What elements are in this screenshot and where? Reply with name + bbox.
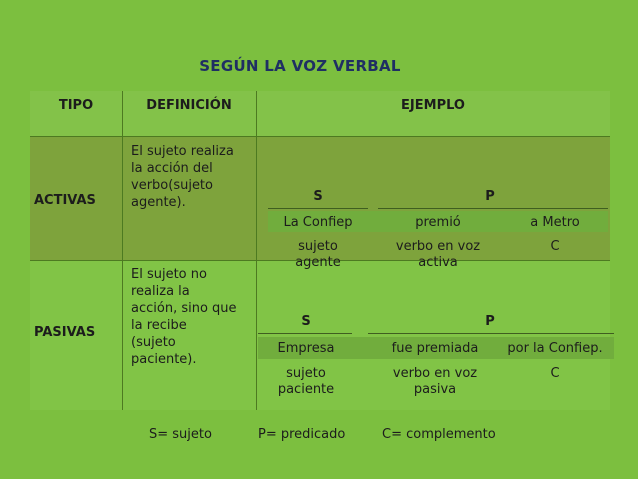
definicion-line: la recibe xyxy=(131,318,187,333)
role-line: agente xyxy=(295,255,341,270)
predicate-label: P xyxy=(485,189,495,204)
role-complement: C xyxy=(550,366,560,381)
word-verb: fue premiada xyxy=(391,341,479,356)
definicion-pasivas xyxy=(131,266,237,368)
definicion-line: verbo(sujeto xyxy=(131,178,213,193)
definicion-line: la acción del xyxy=(131,161,213,176)
header-ejemplo: EJEMPLO xyxy=(401,98,465,113)
role-line: pasiva xyxy=(413,382,457,397)
role-subject xyxy=(258,366,354,398)
column-divider xyxy=(122,91,123,410)
word-verb: premió xyxy=(415,215,461,230)
definicion-activas xyxy=(131,143,234,211)
word-subject: La Confiep xyxy=(283,215,353,230)
legend-sujeto: S= sujeto xyxy=(149,427,212,442)
header-tipo: TIPO xyxy=(58,98,94,113)
definicion-line: (sujeto xyxy=(131,335,176,350)
tipo-activas: ACTIVAS xyxy=(34,193,96,208)
definicion-line: El sujeto realiza xyxy=(131,144,234,159)
row-divider xyxy=(30,136,610,137)
predicate-rule xyxy=(368,333,614,334)
definicion-line: acción, sino que xyxy=(131,301,237,316)
subject-label: S xyxy=(313,189,323,204)
role-line: verbo en voz xyxy=(395,239,481,254)
definicion-line: realiza la xyxy=(131,284,190,299)
definicion-line: paciente). xyxy=(131,352,197,367)
role-verb xyxy=(372,366,498,398)
role-line: verbo en voz xyxy=(392,366,478,381)
word-complement: por la Confiep. xyxy=(507,341,603,356)
predicate-label: P xyxy=(485,314,495,329)
role-subject xyxy=(268,239,368,271)
role-line: activa xyxy=(418,255,458,270)
role-verb xyxy=(378,239,498,271)
legend-complemento: C= complemento xyxy=(382,427,496,442)
page-title: SEGÚN LA VOZ VERBAL xyxy=(199,57,401,75)
role-line: paciente xyxy=(277,382,335,397)
word-complement: a Metro xyxy=(530,215,580,230)
role-line: sujeto xyxy=(298,239,338,254)
subject-rule xyxy=(268,208,368,209)
subject-rule xyxy=(258,333,352,334)
legend-predicado: P= predicado xyxy=(258,427,346,442)
definicion-line: El sujeto no xyxy=(131,267,207,282)
word-subject: Empresa xyxy=(277,341,335,356)
header-definicion: DEFINICIÓN xyxy=(146,98,232,113)
subject-label: S xyxy=(301,314,311,329)
tipo-pasivas: PASIVAS xyxy=(34,325,96,340)
role-line: sujeto xyxy=(286,366,326,381)
predicate-rule xyxy=(378,208,608,209)
column-divider xyxy=(256,91,257,410)
definicion-line: agente). xyxy=(131,195,186,210)
role-complement: C xyxy=(550,239,560,254)
